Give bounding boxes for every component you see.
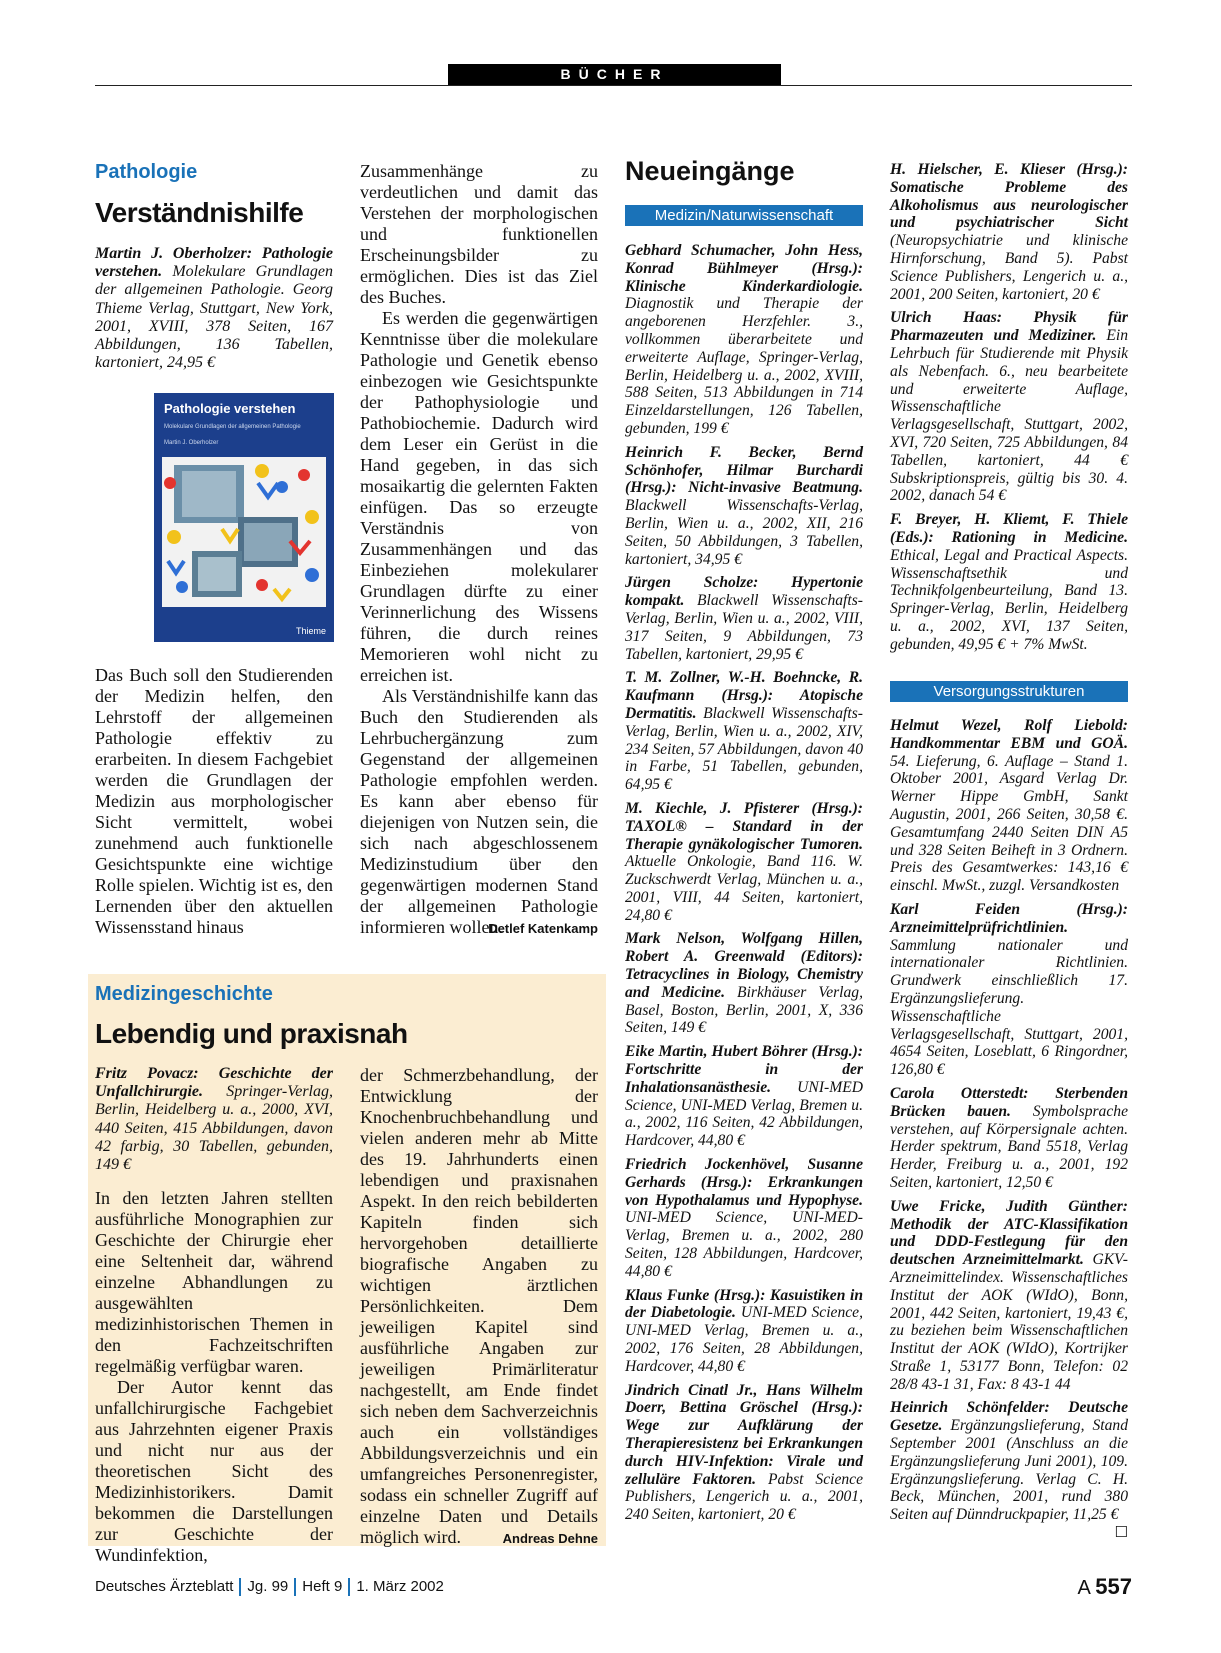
pathology-author: Detlef Katenkamp (488, 921, 598, 936)
new-arrivals-column-3 (625, 242, 863, 1530)
end-of-article-icon: ☐ (1114, 1523, 1128, 1542)
book-entry-details: Blackwell Wissenschafts-Verlag, Berlin, Wien u. a., 2002, VIII, 317 Seiten, 9 Abbildungen, 73 Tabellen, kartoniert, 29,95 € (625, 592, 863, 663)
book-entry-title: Jindrich Cinatl Jr., Hans Wilhelm Doerr, Bettina Gröschel (Hrsg.): Wege zur Aufklärung der Therapieresistenz bei Erkrankungen durch HIV-Infektion: Virale und zelluläre Faktoren. (625, 1381, 863, 1488)
book-entry-details: UNI-MED Science, UNI-MED Verlag, Bremen u. a., 2002, 116 Seiten, 42 Abbildungen, Hardcover, 44,80 € (625, 1078, 863, 1150)
pathology-bibliography (95, 245, 333, 372)
book-entry-title: Karl Feiden (Hrsg.): Arzneimittelprüfrichtlinien. (890, 900, 1128, 936)
pathology-column-2 (360, 161, 598, 939)
page-number-value: 557 (1095, 1574, 1132, 1599)
history-paragraph: Der Autor kennt das unfallchirurgische Fachgebiet aus Jahrzehnten eigener Praxis und nicht nur aus der theoretischen Sicht des Medizinhistorikers. Damit bekommen die Darstellungen zur Geschichte der Wundinfektion, (95, 1377, 333, 1565)
book-entry-title: Mark Nelson, Wolfgang Hillen, Robert A. Greenwald (Editors): Tetracyclines in Biology, Chemistry and Medicine. (625, 930, 863, 1001)
footer-separator (348, 1578, 350, 1596)
thieme-logo: Thieme (295, 626, 326, 636)
header-rule (95, 85, 1132, 86)
history-column-1 (95, 1188, 333, 1566)
book-entry-details: Ergänzungslieferung, Stand September 2001 (Anschluss an die Ergänzungslieferung Juni 2001), 109. Ergänzungslieferung. Verlag C. H. Beck, München, 2001, rund 380 Seiten auf Dünndruckpapier, 11,25 € (890, 1417, 1128, 1524)
book-entry (625, 242, 863, 438)
book-entry-details: Symbolsprache verstehen, auf Körpersignale achten. Herder spektrum, Band 5518, Verlag Herder, Freiburg u. a., 2001, 192 Seiten, kartoniert, 12,50 € (890, 1102, 1128, 1191)
book-entry-details: Blackwell Wissenschafts-Verlag, Berlin, Wien u. a., 2002, XIV, 234 Seiten, 57 Abbildungen, davon 40 in Farbe, 51 Tabellen, gebunden, 64,95 € (625, 704, 863, 794)
journal-name: Deutsches Ärzteblatt (95, 1578, 234, 1595)
book-entry (625, 444, 863, 569)
pathology-column-1 (95, 665, 333, 938)
book-entry-title: Heinrich Schönfelder: Deutsche Gesetze. (890, 1399, 1128, 1435)
book-entry (890, 901, 1128, 1079)
history-book-details: Springer-Verlag, Berlin, Heidelberg u. a., 2000, XVI, 440 Seiten, 415 Abbildungen, davon 42 farbig, 30 Tabellen, gebunden, 149 € (95, 1083, 333, 1174)
pathology-headline: Verständnishilfe (95, 197, 304, 228)
book-entry-title: Ulrich Haas: Physik für Pharmazeuten und Mediziner. (890, 309, 1128, 345)
book-entry-details: Aktuelle Onkologie, Band 116. W. Zuckschwerdt Verlag, München u. a., 2001, VIII, 44 Seiten, kartoniert, 24,80 € (625, 853, 863, 924)
book-entry (625, 1382, 863, 1524)
book-entry-details: 54. Lieferung, 6. Auflage – Stand 1. Oktober 2001, Asgard Verlag Dr. Werner Hippe GmbH, Sankt Augustin, 2001, 266 Seiten, 30,58 €. Gesamtumfang 2440 Seiten DIN A5 und 328 Seiten Beiheft in 3 Ordnern. Preis des Gesamtwerkes: 143,16 € einschl. MwSt., zuzgl. Versandkosten (890, 752, 1128, 895)
page-number (1077, 1574, 1132, 1600)
new-arrivals-column-4-top (890, 161, 1128, 660)
book-entry-title: M. Kiechle, J. Pfisterer (Hrsg.): TAXOL® – Standard in der Therapie gynäkologischer Tumoren. (625, 799, 863, 853)
book-entry-title: Carola Otterstedt: Sterbenden Brücken bauen. (890, 1084, 1128, 1120)
book-entry-details: (Neuropsychiatrie und klinische Hirnforschung, Band 5). Pabst Science Publishers, Lengerich u. a., 2001, 200 Seiten, kartoniert, 20 € (890, 232, 1128, 303)
pathology-kicker: Pathologie (95, 161, 198, 183)
history-headline: Lebendig und praxisnah (95, 1018, 408, 1049)
book-entry-details: GKV-Arzneimittelindex. Wissenschaftliches Institut der AOK (WIdO), Bonn, 2001, 442 Seiten, kartoniert, 19,43 €, zu beziehen beim Wissenschaftlichen Institut der AOK (WIdO), Kortrijker Straße 1, 53177 Bonn, Telefon: 02 28/8 43-1 31, Fax: 8 43-1 44 (890, 1251, 1128, 1393)
journal-volume: Jg. 99 (247, 1578, 289, 1595)
book-entry (890, 1198, 1128, 1394)
book-entry-details: UNI-MED Science, UNI-MED Verlag, Bremen u. a., 2002, 176 Seiten, 28 Abbildungen, Hardcover, 44,80 € (625, 1304, 863, 1375)
book-entry-title: Uwe Fricke, Judith Günther: Methodik der ATC-Klassifikation und DDD-Festlegung für den deutschen Arzneimittelmarkt. (890, 1197, 1128, 1269)
book-entry-title: Helmut Wezel, Rolf Liebold: Handkommentar EBM und GOÄ. (890, 717, 1128, 752)
book-entry (625, 1156, 863, 1281)
book-entry-title: T. M. Zollner, W.-H. Boehncke, R. Kaufmann (Hrsg.): Atopische Dermatitis. (625, 669, 863, 722)
history-paragraph: In den letzten Jahren stellten ausführliche Monographien zur Geschichte der Chirurgie eher eine Seltenheit dar, während einzelne Abhandlungen zu ausgewählten medizinhistorischen Themen in den Fachzeitschriften regelmäßig verfügbar waren. (95, 1188, 333, 1376)
history-paragraph: der Schmerzbehandlung, der Entwicklung der Knochenbruchbehandlung und vielen anderen mehr ab Mitte des 19. Jahrhunderts einen lebendigen und praxisnahen Aspekt. In den reich bebilderten Kapiteln finden sich hervorgehoben detaillierte biografische Angaben zu wichtigen ärztlichen Persönlichkeiten. Dem jeweiligen Kapitel sind ausführliche Angaben zur jeweiligen Primärliteratur nachgestellt, am Ende findet sich neben dem Sachverzeichnis auch ein vollständiges Abbildungsverzeichnis und ein umfangreiches Personenregister, sodass ein schneller Zugriff auf einzelne Daten und Details möglich wird. (360, 1065, 598, 1547)
book-entry-details: UNI-MED Science, UNI-MED-Verlag, Bremen u. a., 2002, 280 Seiten, 128 Abbildungen, Hardcover, 44,80 € (625, 1209, 863, 1280)
book-entry (625, 574, 863, 663)
book-entry-title: Eike Martin, Hubert Böhrer (Hrsg.): Fortschritte in der Inhalationsanästhesie. (625, 1043, 863, 1096)
book-entry (890, 161, 1128, 303)
book-entry (890, 1085, 1128, 1192)
pathology-book-title: Martin J. Oberholzer: Pathologie verstehen. (95, 245, 333, 281)
book-entry-title: Gebhard Schumacher, John Hess, Konrad Bühlmeyer (Hrsg.): Klinische Kinderkardiologie. (625, 242, 863, 295)
journal-date: 1. März 2002 (356, 1578, 444, 1595)
footer-separator (294, 1578, 296, 1596)
book-entry-title: H. Hielscher, E. Klieser (Hrsg.): Somatische Probleme des Alkoholismus aus neurologischer und psychiatrischer Sicht (890, 161, 1128, 232)
cover-title: Pathologie verstehen (164, 401, 296, 416)
book-entry-title: Friedrich Jockenhövel, Susanne Gerhards (Hrsg.): Erkrankungen von Hypothalamus und Hypophyse. (625, 1156, 863, 1209)
book-entry (890, 309, 1128, 505)
journal-issue: Heft 9 (302, 1578, 343, 1595)
pathology-book-details: Molekulare Grundlagen der allgemeinen Pathologie. Georg Thieme Verlag, Stuttgart, New York, 2001, XVIII, 378 Seiten, 167 Abbildungen, 136 Tabellen, kartoniert, 24,95 € (95, 263, 333, 372)
pathology-paragraph: Zusammenhänge zu verdeutlichen und damit das Verstehen der morphologischen und funktionellen Erscheinungsbilder zu ermöglichen. Dies ist das Ziel des Buches. (360, 161, 598, 307)
page-prefix: A (1077, 1577, 1090, 1599)
book-entry (890, 511, 1128, 653)
book-entry-details: Blackwell Wissenschafts-Verlag, Berlin, Wien u. a., 2002, XII, 216 Seiten, 50 Abbildungen, 3 Tabellen, kartoniert, 34,95 € (625, 497, 863, 568)
pathology-paragraph: Es werden die gegenwärtigen Kenntnisse über die molekulare Pathologie und Genetik ebenso einbezogen wie Gesichtspunkte der Pathophysiologie und Pathobiochemie. Dadurch wird dem Leser ein Gerüst in die Hand gegeben, in das sich mosaikartig die gelernten Fakten einfügen. Das so erzeugte Verständnis von Zusammenhängen und das Einbeziehen molekularer Grundlagen dürfte zu einer Verinnerlichung des Wissens führen, die durch reines Memorieren wohl nicht zu erreichen ist. (360, 308, 598, 685)
book-entry-details: Pabst Science Publishers, Lengerich u. a., 2001, 240 Seiten, kartoniert, 20 € (625, 1470, 864, 1524)
history-author: Andreas Dehne (502, 1531, 598, 1546)
history-kicker: Medizingeschichte (95, 983, 273, 1005)
cover-subtitle: Molekulare Grundlagen der allgemeinen Pathologie (164, 424, 301, 430)
book-entry (890, 1399, 1128, 1542)
section-header: BÜCHER (448, 64, 781, 85)
book-entry (625, 1287, 863, 1376)
history-column-2 (360, 1065, 598, 1549)
cover-author: Martin J. Oberholzer (164, 440, 219, 446)
page-footer (95, 1574, 1132, 1599)
pathology-paragraph: Das Buch soll den Studierenden der Medizin helfen, den Lehrstoff der allgemeinen Pathologie effektiv zu erarbeiten. In diesem Fachgebiet werden die Grundlagen der Medizin aus morphologischer Sicht vermittelt, wobei zunehmend auch funktionelle Gesichtspunkte eine wichtige Rolle spielen. Wichtig ist es, den Lernenden über den aktuellen Wissensstand hinaus (95, 665, 333, 937)
book-entry (625, 800, 863, 925)
cover-illustration (162, 457, 326, 607)
book-entry-details: Diagnostik und Therapie der angeborenen Herzfehler. 3., vollkommen überarbeitete und erweiterte Auflage, Springer-Verlag, Berlin, Heidelberg u. a., 2002, XVIII, 588 Seiten, 513 Abbildungen in 714 Einzeldarstellungen, 126 Tabellen, gebunden, 199 € (625, 295, 863, 437)
book-cover-image (154, 393, 334, 642)
pathology-paragraph: Als Verständnishilfe kann das Buch den Studierenden als Lehrbuchergänzung zum Gegenstand der allgemeinen Pathologie empfohlen werden. Es kann aber ebenso für diejenigen von Nutzen sein, die sich nach abgeschlossenem Medizinstudium über den gegenwärtigen modernen Stand der allgemeinen Pathologie informieren wollen. (360, 686, 598, 937)
book-entry-details: Sammlung nationaler und internationaler Richtlinien. Grundwerk einschließlich 17. Ergänzungslieferung. Wissenschaftliche Verlagsgesellschaft, Stuttgart, 2001, 4654 Seiten, Loseblatt, 6 Ringordner, 126,80 € (890, 936, 1128, 1079)
section-bar-medicine: Medizin/Naturwissenschaft (625, 205, 863, 226)
book-entry-details: Ethical, Legal and Practical Aspects. Wissenschaftsethik und Technikfolgenbeurteilung, Band 13. Springer-Verlag, Berlin, Heidelberg u. a., 2002, XVI, 137 Seiten, gebunden, 49,95 € + 7% MwSt. (890, 546, 1128, 653)
history-book-title: Fritz Povacz: Geschichte der Unfallchirurgie. (95, 1065, 333, 1101)
history-bibliography (95, 1065, 333, 1174)
book-entry (890, 717, 1128, 895)
book-entry-details: Birkhäuser Verlag, Basel, Boston, Berlin, 2001, X, 336 Seiten, 149 € (625, 983, 864, 1037)
book-entry (625, 1043, 863, 1150)
footer-separator (239, 1578, 241, 1596)
book-entry-title: Klaus Funke (Hrsg.): Kasuistiken in der Diabetologie. (625, 1286, 863, 1322)
new-arrivals-column-4-bottom (890, 717, 1128, 1542)
book-entry-title: Jürgen Scholze: Hypertonie kompakt. (625, 574, 863, 610)
book-entry (625, 930, 863, 1037)
new-arrivals-title: Neueingänge (625, 156, 795, 186)
book-entry-title: F. Breyer, H. Kliemt, F. Thiele (Eds.): Rationing in Medicine. (890, 511, 1128, 546)
book-entry (625, 669, 863, 794)
book-entry-title: Heinrich F. Becker, Bernd Schönhofer, Hilmar Burchardi (Hrsg.): Nicht-invasive Beatmung. (625, 443, 863, 497)
section-bar-care-structures: Versorgungsstrukturen (890, 681, 1128, 702)
book-entry-details: Ein Lehrbuch für Studierende mit Physik als Nebenfach. 6., neu bearbeitete und erweiterte Auflage, Wissenschaftliche Verlagsgesellschaft, Stuttgart, 2002, XVI, 720 Seiten, 725 Abbildungen, 84 Tabellen, kartoniert, 44 € Subskriptionspreis, gültig bis 30. 4. 2002, danach 54 € (890, 327, 1128, 505)
